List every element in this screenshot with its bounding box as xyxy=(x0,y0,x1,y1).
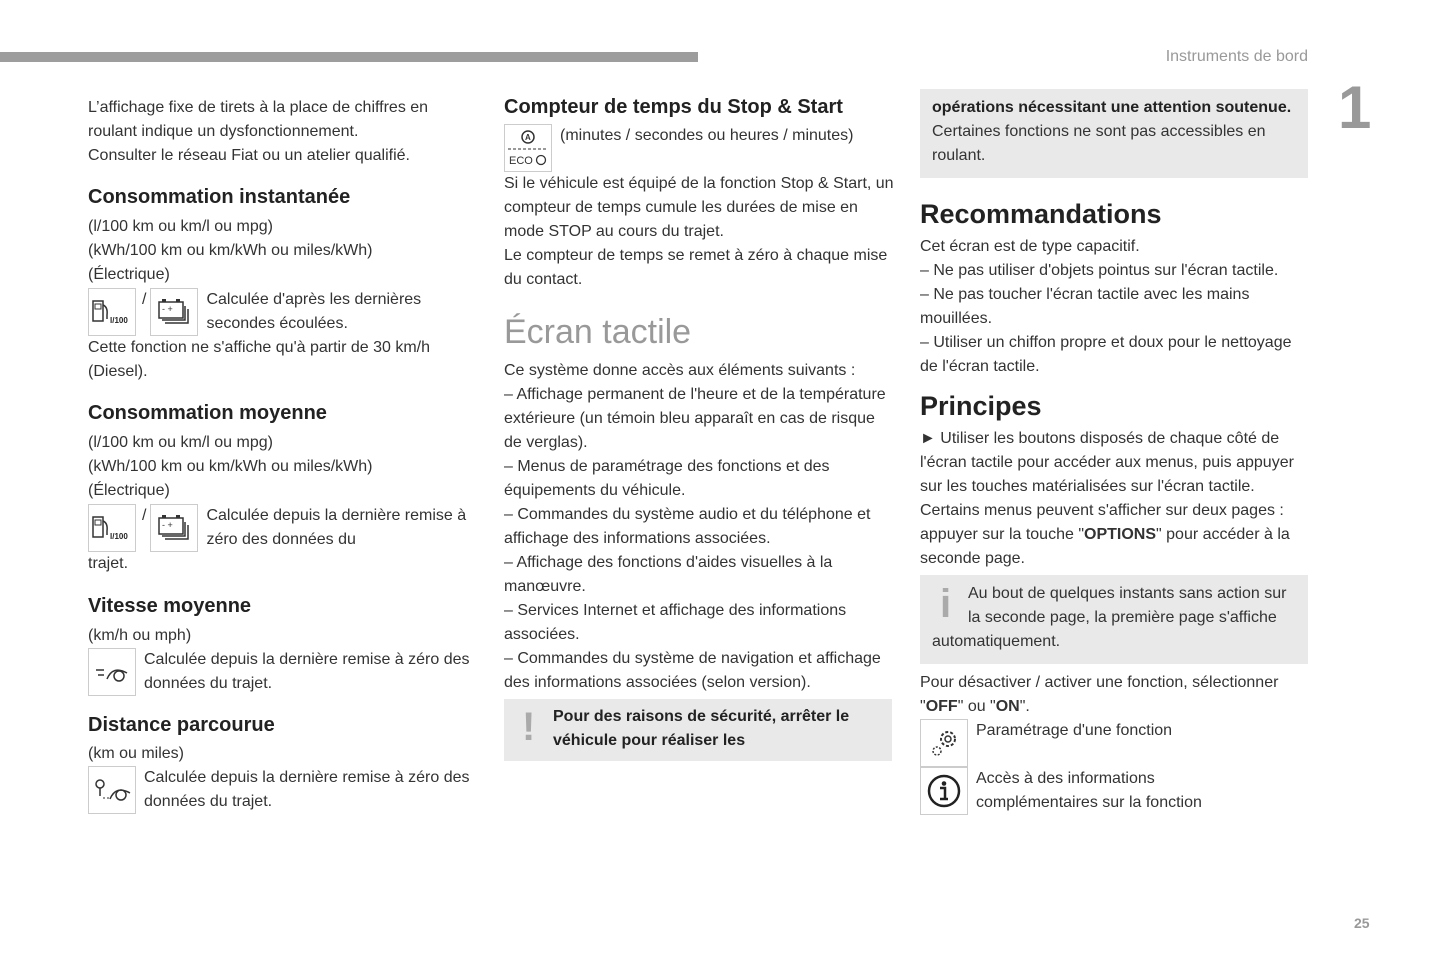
column-3 xyxy=(920,89,1312,815)
stop-p2: Le compteur de temps se remet à zéro à chaque mise du contact. xyxy=(504,247,888,288)
settings-row xyxy=(920,719,1312,767)
svg-text:- +: - + xyxy=(162,520,174,530)
speed-units: (km/h ou mph) xyxy=(88,627,192,644)
header-bar xyxy=(0,52,698,62)
distance-icon xyxy=(88,766,136,814)
heading-inst: Consommation instantanée xyxy=(88,186,351,208)
intro-text xyxy=(88,96,480,168)
list-item: – Affichage permanent de l'heure et de la température extérieure (un témoin bleu apparaît en cas de risque de verglas). xyxy=(504,386,886,451)
text: ". xyxy=(1019,698,1030,715)
svg-text:ECO: ECO xyxy=(509,155,533,167)
column-2 xyxy=(504,95,896,761)
warning-text: Pour des raisons de sécurité, arrêter le véhicule pour réaliser les xyxy=(553,708,850,749)
unit: (Électrique) xyxy=(88,266,170,283)
slash: / xyxy=(142,507,147,524)
chapter-number: 1 xyxy=(1338,74,1372,141)
avg-desc: Calculée depuis la dernière remise à zéro des données du xyxy=(206,507,467,548)
slash: / xyxy=(142,291,147,308)
info-icon: i xyxy=(940,582,952,626)
unit: (l/100 km ou km/l ou mpg) xyxy=(88,434,273,451)
intro-p1: L’affichage fixe de tirets à la place de chiffres en roulant indique un dysfonctionnement. xyxy=(88,99,429,140)
list-item: – Services Internet et affichage des informations associées. xyxy=(504,602,847,643)
stop-units: (minutes / secondes ou heures / minutes) xyxy=(560,127,854,144)
dist-desc: Calculée depuis la dernière remise à zéro des données du trajet. xyxy=(144,769,470,810)
warning-box xyxy=(504,699,892,761)
heading-touchscreen: Écran tactile xyxy=(504,313,692,351)
stop-text xyxy=(504,172,896,292)
avg-desc-end: trajet. xyxy=(88,555,129,572)
touchscreen-intro: Ce système donne accès aux éléments suivants : xyxy=(504,362,856,379)
inst-note: Cette fonction ne s'affiche qu'à partir de 30 km/h (Diesel). xyxy=(88,339,431,380)
running-title: Instruments de bord xyxy=(1165,48,1308,65)
stop-start-eco-icon xyxy=(504,124,552,172)
options-label: OPTIONS xyxy=(1084,526,1157,543)
battery-icon xyxy=(150,504,198,552)
avg-units xyxy=(88,431,480,503)
info-box xyxy=(920,575,1308,664)
list-item: – Commandes du système de navigation et affichage des informations associées (selon version). xyxy=(504,650,881,691)
heading-avg: Consommation moyenne xyxy=(88,402,327,424)
reco-line: Cet écran est de type capacitif. xyxy=(920,238,1140,255)
heading-speed: Vitesse moyenne xyxy=(88,595,252,617)
heading-dist: Distance parcourue xyxy=(88,714,275,736)
speed-desc: Calculée depuis la dernière remise à zéro des données du trajet. xyxy=(144,651,470,692)
principles-p1: ► Utiliser les boutons disposés de chaque côté de l'écran tactile pour accéder aux menus, puis appuyer sur les touches matérialisées sur l'écran tactile. xyxy=(920,430,1294,495)
warning-cont-bold: opérations nécessitant une attention soutenue. xyxy=(932,99,1292,116)
dist-icon-row xyxy=(88,766,480,814)
on-label: ON xyxy=(995,698,1020,715)
reco-line: – Utiliser un chiffon propre et doux pour le nettoyage de l'écran tactile. xyxy=(920,334,1292,375)
fuel-pump-icon xyxy=(88,504,136,552)
svg-text:- +: - + xyxy=(162,304,174,314)
info-text: Au bout de quelques instants sans action sur la seconde page, la première page s'affiche automatiquement. xyxy=(932,585,1287,650)
unit: (kWh/100 km ou km/kWh ou miles/kWh) xyxy=(88,458,373,475)
off-label: OFF xyxy=(925,698,958,715)
heading-stop-start: Compteur de temps du Stop & Start xyxy=(504,96,843,118)
inst-units xyxy=(88,215,480,287)
page-number: 25 xyxy=(1354,915,1370,931)
settings-desc: Paramétrage d'une fonction xyxy=(976,722,1173,739)
inst-icon-row xyxy=(88,288,480,336)
info-row xyxy=(920,767,1312,815)
reco-list xyxy=(920,235,1312,379)
svg-text:l/100: l/100 xyxy=(110,532,128,541)
text: " ou " xyxy=(957,698,996,715)
information-icon xyxy=(920,767,968,815)
unit: (Électrique) xyxy=(88,482,170,499)
dist-units: (km ou miles) xyxy=(88,745,185,762)
touchscreen-list xyxy=(504,359,896,695)
list-item: – Commandes du système audio et du téléphone et affichage des informations associées. xyxy=(504,506,871,547)
battery-icon xyxy=(150,288,198,336)
list-item: – Affichage des fonctions d'aides visuelles à la manœuvre. xyxy=(504,554,833,595)
warning-icon: ! xyxy=(522,705,536,749)
settings-gears-icon xyxy=(920,719,968,767)
warning-box-continued xyxy=(920,89,1308,178)
info-desc: Accès à des informations complémentaires sur la fonction xyxy=(976,770,1202,811)
unit: (l/100 km ou km/l ou mpg) xyxy=(88,218,273,235)
toggle-text xyxy=(920,671,1300,719)
reco-line: – Ne pas toucher l'écran tactile avec les mains mouillées. xyxy=(920,286,1250,327)
intro-p2: Consulter le réseau Fiat ou un atelier qualifié. xyxy=(88,147,410,164)
reco-line: – Ne pas utiliser d'objets pointus sur l'écran tactile. xyxy=(920,262,1279,279)
unit: (kWh/100 km ou km/kWh ou miles/kWh) xyxy=(88,242,373,259)
warning-cont-text: Certaines fonctions ne sont pas accessibles en roulant. xyxy=(932,123,1266,164)
average-speed-icon xyxy=(88,648,136,696)
speed-icon-row xyxy=(88,648,480,696)
column-1 xyxy=(88,96,480,814)
svg-text:l/100: l/100 xyxy=(110,316,128,325)
svg-text:A: A xyxy=(525,133,531,142)
principles-text xyxy=(920,427,1312,571)
stop-icon-row xyxy=(504,124,896,172)
heading-recommendations: Recommandations xyxy=(920,199,1162,229)
list-item: – Menus de paramétrage des fonctions et des équipements du véhicule. xyxy=(504,458,830,499)
text: Certains menus peuvent s'afficher sur deux pages : appuyer sur la touche " xyxy=(920,502,1284,543)
text: " pour accéder à la seconde page. xyxy=(920,526,1290,567)
stop-p1: Si le véhicule est équipé de la fonction Stop & Start, un compteur de temps cumule les durées de mise en mode STOP au cours du trajet. xyxy=(504,175,894,240)
inst-desc: Calculée d'après les dernières secondes écoulées. xyxy=(206,291,422,332)
principles-p2 xyxy=(920,499,1312,571)
text: Pour désactiver / activer une fonction, sélectionner " xyxy=(920,674,1279,715)
heading-principles: Principes xyxy=(920,391,1042,421)
avg-icon-row xyxy=(88,504,480,552)
fuel-pump-icon xyxy=(88,288,136,336)
